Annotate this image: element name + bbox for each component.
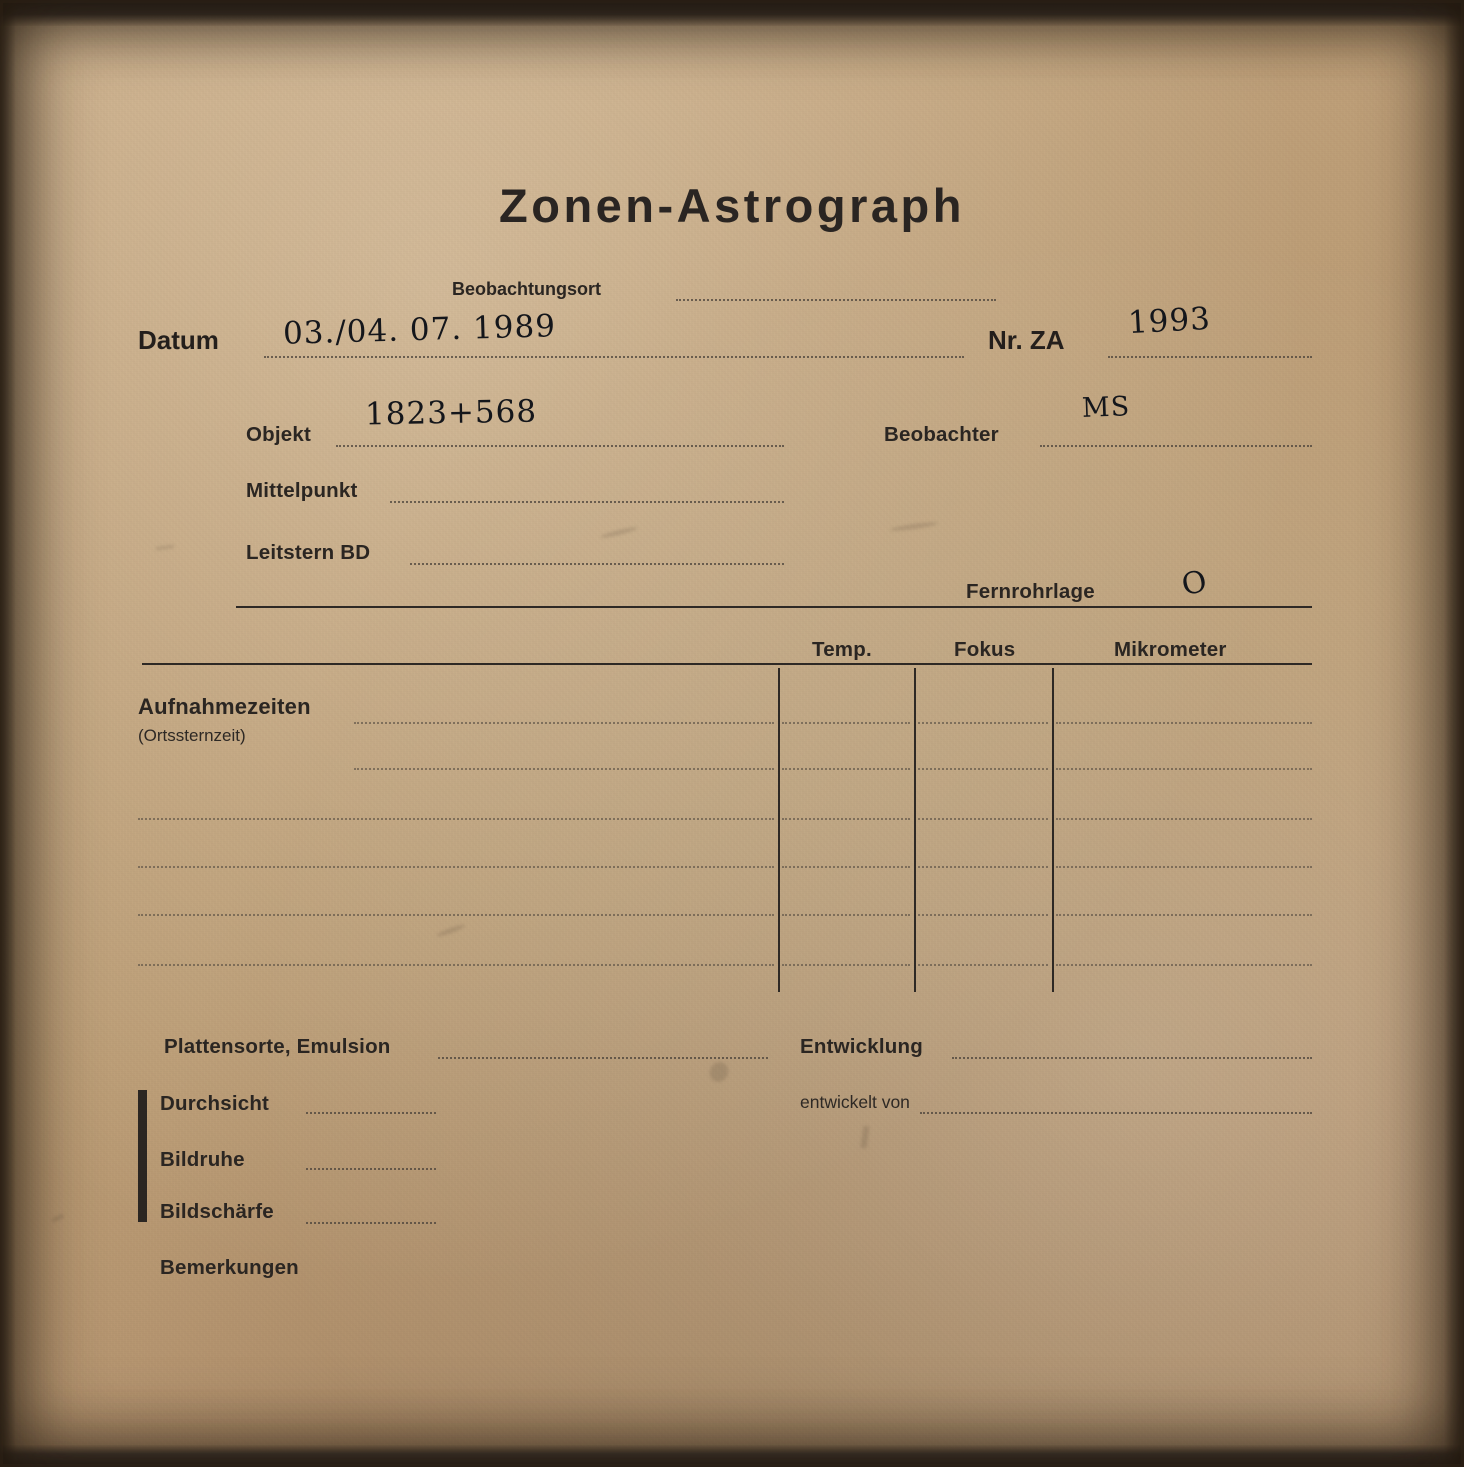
field-entwickelt-von[interactable] [920,1112,1312,1114]
column-header-temp: Temp. [812,638,872,661]
label-entwickelt-von: entwickelt von [800,1092,910,1112]
label-bildschaerfe: Bildschärfe [160,1200,274,1223]
exposure-row-mikrometer[interactable] [1056,866,1312,868]
field-plattensorte-emulsion[interactable] [438,1057,768,1059]
exposure-row-mikrometer[interactable] [1056,768,1312,770]
exposure-row-fokus[interactable] [918,914,1048,916]
value-beobachter: MS [1081,391,1131,424]
exposure-row-fokus[interactable] [918,866,1048,868]
exposure-row-time[interactable] [354,722,774,724]
field-leitstern-bd[interactable] [410,563,784,565]
stray-mark [600,525,638,539]
exposure-row-fokus[interactable] [918,722,1048,724]
stray-mark [52,1214,65,1223]
exposure-row-temp[interactable] [782,964,910,966]
table-divider-mikrometer [1052,668,1054,992]
label-plattensorte-emulsion: Plattensorte, Emulsion [164,1035,391,1058]
field-mittelpunkt[interactable] [390,501,784,503]
stray-mark [436,923,466,938]
column-header-fokus: Fokus [954,638,1016,661]
exposure-row-mikrometer[interactable] [1056,818,1312,820]
exposure-row-fokus[interactable] [918,768,1048,770]
label-beobachtungsort: Beobachtungsort [452,279,602,299]
quality-group-bar [138,1090,147,1222]
label-bemerkungen: Bemerkungen [160,1256,299,1279]
exposure-row-temp[interactable] [782,866,910,868]
exposure-row-time[interactable] [138,964,774,966]
stray-mark [860,1126,869,1149]
label-fernrohrlage: Fernrohrlage [966,580,1095,603]
label-durchsicht: Durchsicht [160,1092,270,1115]
exposure-row-time[interactable] [354,768,774,770]
stray-mark [707,1059,732,1085]
field-durchsicht[interactable] [306,1112,436,1114]
table-divider-fokus [914,668,916,992]
exposure-row-fokus[interactable] [918,818,1048,820]
exposure-row-mikrometer[interactable] [1056,914,1312,916]
label-beobachter: Beobachter [884,423,999,446]
exposure-row-temp[interactable] [782,914,910,916]
column-header-mikrometer: Mikrometer [1114,638,1227,661]
field-entwicklung[interactable] [952,1057,1312,1059]
value-datum: 03./04. 07. 1989 [282,308,557,352]
label-leitstern-bd: Leitstern BD [246,541,371,564]
value-fernrohrlage: O [1178,563,1210,604]
exposure-row-fokus[interactable] [918,964,1048,966]
exposure-row-temp[interactable] [782,768,910,770]
label-ortssternzeit: (Ortssternzeit) [138,726,246,745]
rule-fernrohrlage [236,606,1312,608]
field-objekt[interactable] [336,445,784,447]
value-objekt: 1823+568 [364,393,538,433]
stray-mark [156,545,174,550]
label-datum: Datum [138,325,219,355]
page-title: Zonen-Astrograph [499,179,965,232]
field-datum[interactable] [264,356,964,358]
exposure-row-temp[interactable] [782,722,910,724]
label-nr-za: Nr. ZA [988,325,1065,355]
label-aufnahmezeiten: Aufnahmezeiten [138,694,311,719]
label-bildruhe: Bildruhe [160,1148,245,1171]
exposure-row-temp[interactable] [782,818,910,820]
label-mittelpunkt: Mittelpunkt [246,479,358,502]
field-beobachtungsort[interactable] [676,299,996,301]
field-bildruhe[interactable] [306,1168,436,1170]
value-nr-za: 1993 [1127,300,1212,342]
label-entwicklung: Entwicklung [800,1035,923,1058]
field-beobachter[interactable] [1040,445,1312,447]
stray-mark [890,521,938,533]
exposure-row-time[interactable] [138,914,774,916]
field-bildschaerfe[interactable] [306,1222,436,1224]
exposure-row-mikrometer[interactable] [1056,964,1312,966]
exposure-row-mikrometer[interactable] [1056,722,1312,724]
table-divider-temp [778,668,780,992]
exposure-row-time[interactable] [138,818,774,820]
field-nr-za[interactable] [1108,356,1312,358]
label-objekt: Objekt [246,423,311,446]
rule-table-top [142,663,1312,665]
exposure-row-time[interactable] [138,866,774,868]
